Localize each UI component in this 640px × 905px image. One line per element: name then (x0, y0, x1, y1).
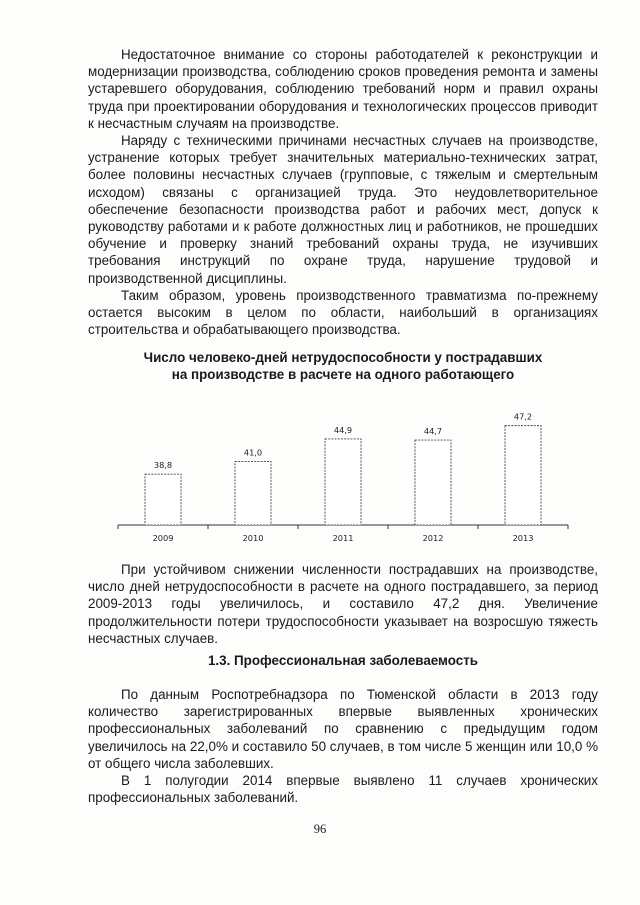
chart-title-line-1: Число человеко-дней нетрудоспособности у пострадавших (143, 350, 543, 365)
paragraph: Таким образом, уровень производственного травматизма по-прежнему остается высоким в целом по области, наибольший в организациях строительства и обрабатывающего производства. (88, 287, 598, 338)
analysis-text-block (88, 561, 598, 647)
bar-value-label: 38,8 (153, 460, 173, 471)
section-heading: 1.3. Профессиональная заболеваемость (207, 653, 479, 668)
bar-2009 (145, 474, 181, 525)
bar-value-label: 44,7 (423, 426, 443, 437)
paragraph: Недостаточное внимание со стороны работодателей к реконструкции и модернизации производства, соблюдению сроков проведения ремонта и замены устаревшего оборудования, соблюдению требований норм и правил охраны труда при проектировании оборудования и технологических процессов приводит к несчастным случаям на производстве. (88, 47, 598, 131)
x-tick-label: 2013 (512, 533, 534, 543)
bar-value-label: 41,0 (243, 447, 263, 458)
page-number: 96 (313, 822, 327, 836)
paragraph: Наряду с техническими причинами несчастных случаев на производстве, устранение которых требует значительных материально-технических затрат, более половины несчастных случаев (групповые, с тяжелым и смертельным исходом) связаны с организацией труда. Это неудовлетворительное обеспечение безопасности производства работ и рабочих мест, допуск к руководству работами и к работе должностных лиц и работников, не прошедших обучение и проверку знаний требований охраны труда, не изучивших требования инструкций по охране труда, нарушение трудовой и производственной дисциплины. (88, 133, 598, 286)
bar-value-label: 44,9 (333, 424, 353, 435)
bar-2013 (505, 426, 541, 525)
bar-chart (100, 405, 580, 545)
intro-text-block (88, 46, 598, 338)
paragraph: По данным Роспотребнадзора по Тюменской области в 2013 году количество зарегистрированных впервые выявленных хронических профессиональных заболеваний по сравнению с предыдущим годом увеличилось на 22,0% и составило 50 случаев, в том числе 5 женщин или 10,0 % от общего числа заболевших. (88, 687, 598, 771)
x-tick-label: 2009 (152, 533, 174, 543)
paragraph: При устойчивом снижении численности пострадавших на производстве, число дней нетрудоспособности в расчете на одного пострадавшего, за период 2009-2013 годы увеличилось, и составило 47,2 дня. Увеличение продолжительности потери трудоспособности указывает на возросшую тяжесть несчастных случаев. (88, 562, 598, 646)
x-tick-label: 2010 (242, 533, 264, 543)
bar-2010 (235, 461, 271, 525)
bar-2012 (415, 440, 451, 525)
chart-title-line-2: на производстве в расчете на одного работающего (171, 367, 515, 383)
paragraph: В 1 полугодии 2014 впервые выявлено 11 случаев хронических профессиональных заболеваний. (88, 773, 598, 806)
bar-value-label: 47,2 (513, 411, 533, 422)
x-tick-label: 2012 (422, 533, 444, 543)
bar-2011 (325, 439, 361, 525)
x-tick-label: 2011 (332, 533, 354, 543)
occupational-disease-text-block (88, 686, 598, 806)
chart-title (88, 349, 598, 383)
